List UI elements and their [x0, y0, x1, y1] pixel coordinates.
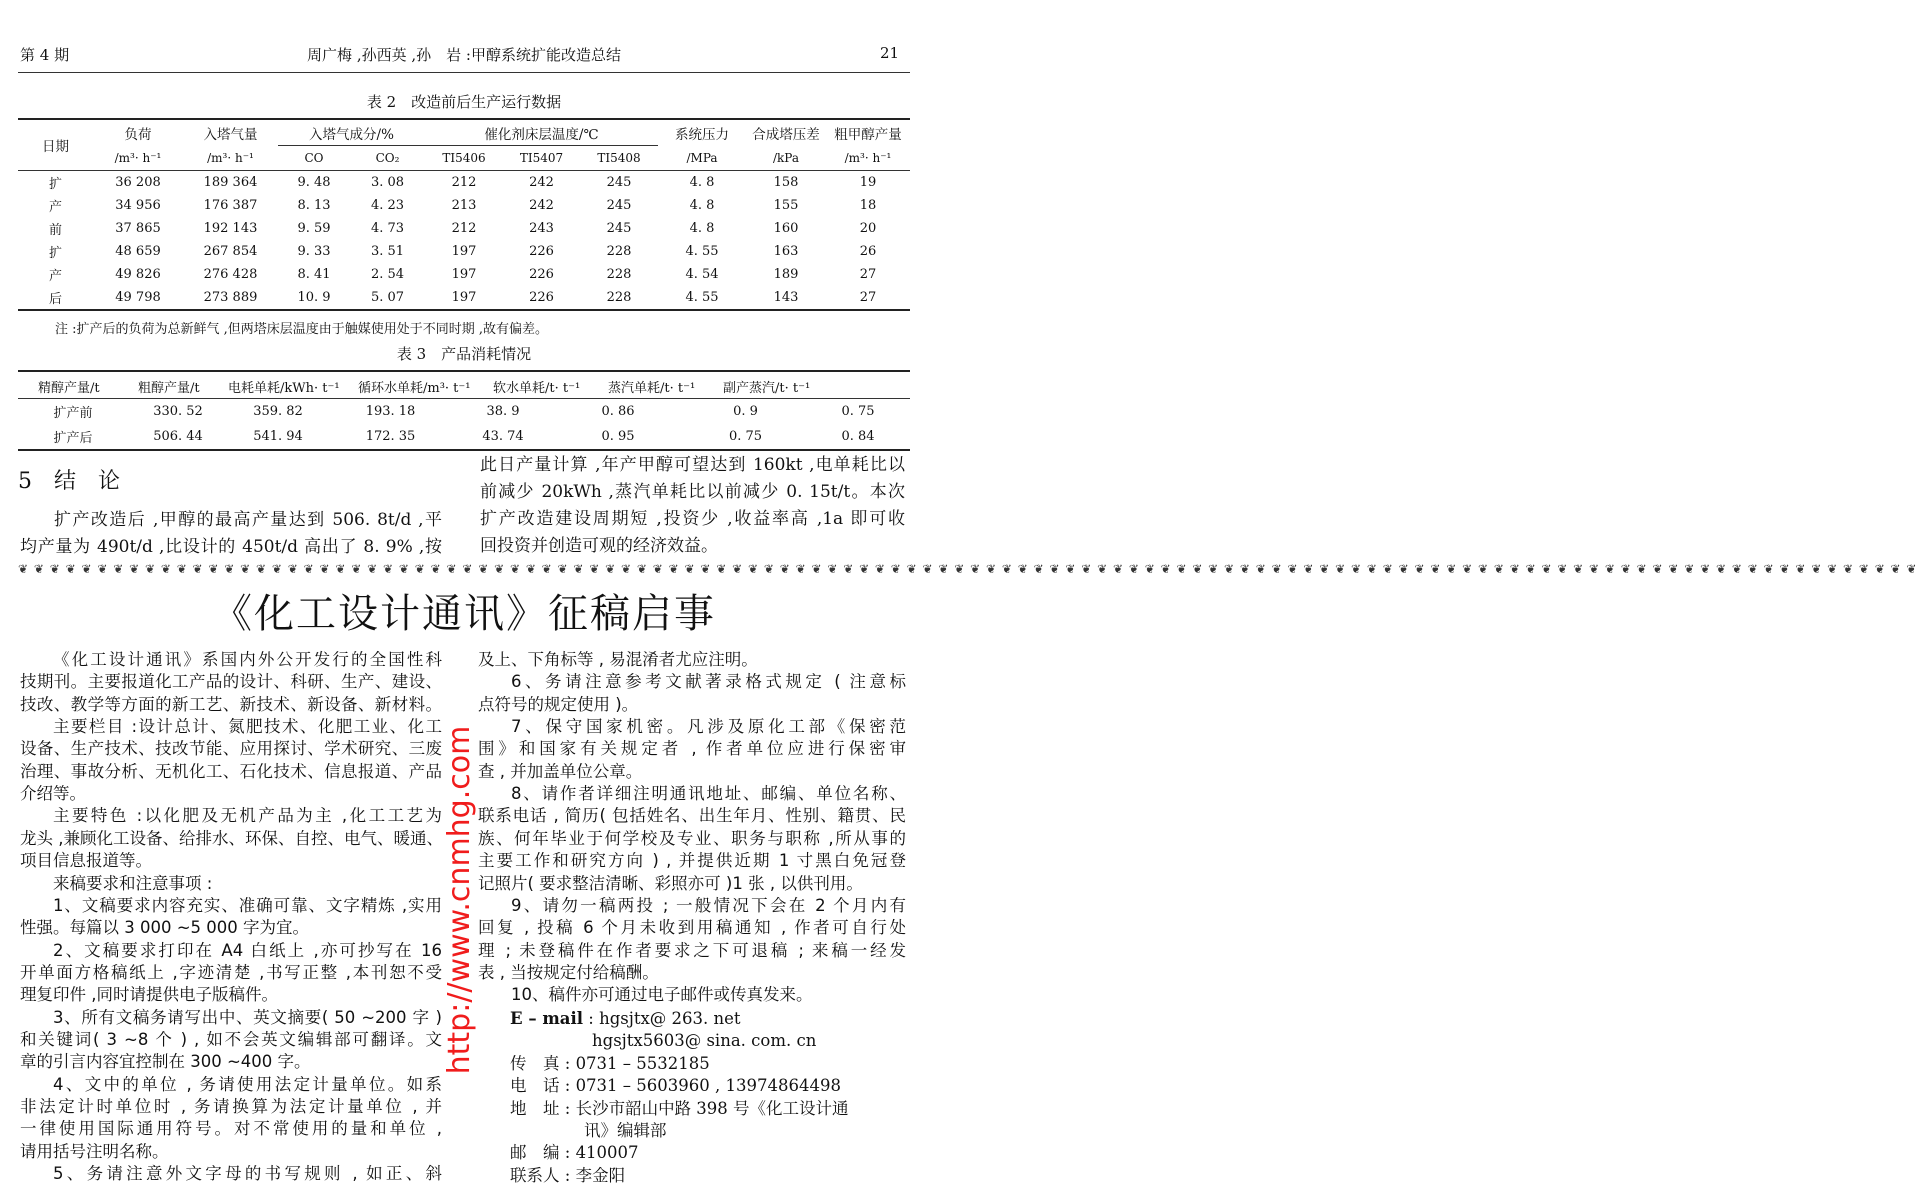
text-line: 理 ; 未登稿件在作者要求之下可退稿 ; 来稿一经发 [478, 940, 906, 960]
table-cell: 49 826 [115, 267, 161, 282]
contact-block: E – mail : hgsjtx@ 263. net hgsjtx5603@ sina. com. cn 传 真 : 0731 – 5532185 电 话 : 0731 – 5603960 , 13974864498 地 址 : 长沙市韶山中路 398 号《化工设计通 讯》编辑部 邮 编 : 410007 联系人 : 李金阳 [510, 1009, 849, 1185]
table-cell: 273 889 [203, 290, 258, 305]
table3-col-header: 循环水单耗/m³· t⁻¹ [358, 381, 471, 396]
table-cell: 3. 51 [370, 244, 405, 259]
table-cell: 242 [529, 175, 554, 190]
table-row [18, 217, 910, 240]
text-line: 6、务请注意参考文献著录格式规定 ( 注意标 [511, 672, 906, 692]
section-heading: 5 结 论 [18, 469, 120, 494]
text-line: 7、保守国家机密。凡涉及原化工部《保密范 [511, 717, 906, 737]
table-row [18, 286, 910, 310]
col-co2: CO₂ [375, 151, 400, 165]
text-line: 章的引言内容宜控制在 300 ~400 字。 [20, 1052, 311, 1072]
text-line: 回复 , 投稿 6 个月未收到用稿通知 , 作者可自行处 [478, 918, 906, 938]
table-cell: 213 [451, 198, 477, 213]
table-cell: 158 [773, 175, 799, 190]
table-cell: 228 [606, 290, 632, 305]
address-2: 讯》编辑部 [584, 1121, 667, 1141]
text-line: 此日产量计算 ,年产甲醇可望达到 160kt ,电单耗比以 [480, 455, 905, 475]
unit-pressure: /MPa [686, 150, 718, 165]
table-cell: 43. 74 [482, 429, 524, 444]
table-cell: 3. 08 [370, 175, 405, 190]
table-cell: 9. 33 [297, 244, 331, 259]
text-line: 理复印件 ,同时请提供电子版稿件。 [20, 985, 278, 1005]
running-title: 周广梅 ,孙西英 ,孙 岩 :甲醇系统扩能改造总结 [307, 46, 621, 64]
table3-col-header: 粗醇产量/t [138, 381, 200, 396]
text-line: 非法定计时单位时 , 务请换算为法定计量单位 , 并 [20, 1097, 442, 1116]
col-dp: 合成塔压差 [752, 126, 820, 143]
text-line: 开单面方格稿纸上 ,字迹清楚 ,书写正整 ,本刊恕不受 [20, 962, 442, 982]
text-line: 扩产改造后 ,甲醇的最高产量达到 506. 8t/d ,平 [54, 510, 442, 530]
text-line: 一律使用国际通用符号。对不常使用的量和单位 , [20, 1119, 442, 1139]
email-2: hgsjtx5603@ sina. com. cn [592, 1031, 817, 1051]
table-cell: 27 [859, 290, 877, 305]
text-line: 来稿要求和注意事项 : [53, 873, 213, 893]
table-cell: 0. 9 [733, 404, 758, 419]
address-label: 地 址 [510, 1098, 560, 1118]
table-cell: 49 798 [115, 290, 161, 305]
text-line: 项目信息报道等。 [20, 851, 152, 871]
contact-person-label: 联系人 [510, 1165, 560, 1185]
table-row [18, 240, 910, 263]
table-cell: 后 [48, 292, 62, 307]
table-cell: 27 [859, 267, 877, 282]
table-cell: 245 [606, 175, 632, 190]
table-cell: 212 [451, 175, 477, 190]
table2-caption: 表 2 改造前后生产运行数据 [366, 93, 562, 111]
contact-person: 李金阳 [575, 1165, 626, 1185]
text-line: 龙头 ,兼顾化工设备、给排水、环保、自控、电气、暖通、 [20, 828, 443, 848]
table-row [18, 263, 910, 286]
table-cell: 8. 13 [297, 198, 331, 213]
table-cell: 扩 [48, 246, 62, 261]
table-cell: 541. 94 [253, 429, 303, 444]
table3-header [18, 372, 910, 399]
table-row [18, 399, 910, 424]
watermark: http://www.cnmhg.com [442, 725, 477, 1075]
text-line: 2、文稿要求打印在 A4 白纸上 ,亦可抄写在 16 [53, 940, 442, 960]
col-ti5408: TI5408 [597, 151, 641, 165]
table-2 [18, 118, 910, 311]
text-line: 表 , 当按规定付给稿酬。 [478, 962, 659, 982]
table-cell: 9. 59 [297, 221, 331, 236]
table-cell: 197 [451, 290, 477, 305]
table-cell: 4. 8 [689, 198, 715, 213]
table-cell: 26 [859, 244, 877, 259]
table-cell: 226 [529, 244, 554, 259]
text-line: 记照片( 要求整洁清晰、彩照亦可 )1 张 , 以供刊用。 [478, 873, 863, 893]
email-label: E – mail [510, 1009, 584, 1028]
table-cell: 506. 44 [153, 429, 203, 444]
table-cell: 4. 54 [685, 267, 719, 282]
text-line: 技期刊。主要报道化工产品的设计、科研、生产、建设、 [20, 672, 442, 692]
table-cell: 9. 48 [297, 175, 331, 190]
table-cell: 37 865 [115, 221, 161, 236]
text-line: 主要栏目 :设计总计、氮肥技术、化肥工业、化工 [53, 717, 442, 737]
text-line: 和关键词( 3 ~8 个 ) , 如不会英文编辑部可翻译。文 [20, 1029, 442, 1049]
text-line: 请用括号注明名称。 [20, 1141, 169, 1161]
text-line: 9、请勿一稿两投 ; 一般情况下会在 2 个月内有 [511, 895, 906, 915]
table-cell: 2. 54 [370, 267, 405, 282]
notice-title: 《化工设计通讯》征稿启事 [212, 591, 716, 637]
table-cell: 4. 8 [689, 175, 715, 190]
table-cell: 163 [773, 244, 799, 259]
unit-dp: /kPa [772, 150, 799, 165]
text-line: 《化工设计通讯》系国内外公开发行的全国性科 [53, 650, 442, 669]
table3-col-header: 副产蒸汽/t· t⁻¹ [723, 381, 811, 396]
table-cell: 38. 9 [486, 404, 520, 419]
unit-gas: /m³· h⁻¹ [207, 150, 254, 165]
text-line: 均产量为 490t/d ,比设计的 450t/d 高出了 8. 9% ,按 [20, 537, 442, 557]
text-line: 8、请作者详细注明通讯地址、邮编、单位名称、 [511, 784, 906, 804]
table-cell: 10. 9 [297, 290, 331, 305]
text-line: 介绍等。 [20, 784, 86, 804]
table-cell: 176 387 [203, 198, 258, 213]
col-pressure: 系统压力 [675, 126, 729, 143]
table-cell: 18 [859, 198, 877, 213]
text-line: 围》和国家有关规定者 , 作者单位应进行保密审 [478, 739, 906, 759]
table-cell: 267 854 [203, 244, 258, 259]
header-rule [18, 72, 910, 73]
tel-value: 0731 – 5603960 , 13974864498 [575, 1076, 841, 1096]
text-line: 设备、生产技术、技改节能、应用探讨、学术研究、三废 [20, 739, 442, 759]
table-cell: 189 364 [203, 175, 258, 190]
text-line: 技改、教学等方面的新工艺、新技术、新设备、新材料。 [20, 694, 442, 714]
text-line: 扩产改造建设周期短 ,投资少 ,收益率高 ,1a 即可收 [480, 509, 905, 529]
text-line: 3、所有文稿务请写出中、英文摘要( 50 ~200 字 ) [53, 1007, 442, 1027]
table-cell: 4. 8 [689, 221, 715, 236]
table2-note: 注 :扩产后的负荷为总新鲜气 ,但两塔床层温度由于触媒使用处于不同时期 ,故有偏差。 [55, 322, 549, 337]
table-cell: 0. 86 [601, 404, 635, 419]
table-cell: 0. 84 [841, 429, 875, 444]
table-cell: 197 [451, 267, 477, 282]
zip-value: 410007 [575, 1143, 639, 1163]
table3-caption: 表 3 产品消耗情况 [396, 345, 532, 363]
table-cell: 193. 18 [365, 404, 416, 419]
table-cell: 0. 75 [841, 404, 875, 419]
table-cell: 226 [529, 267, 554, 282]
table-cell: 189 [773, 267, 799, 282]
table-cell: 192 143 [203, 221, 258, 236]
text-line: 联系电话 , 简历( 包括姓名、出生年月、性别、籍贯、民 [478, 806, 906, 826]
table-cell: 4. 55 [685, 290, 719, 305]
table-cell: 245 [606, 221, 632, 236]
col-load: 负荷 [124, 126, 152, 143]
table-cell: 5. 07 [370, 290, 405, 305]
col-composition: 入塔气成分/% [278, 119, 425, 146]
table-cell: 4. 23 [370, 198, 405, 213]
table-cell: 0. 75 [728, 429, 763, 444]
table-cell: 359. 82 [253, 404, 303, 419]
text-line: 主要工作和研究方向 ) , 并提供近期 1 寸黑白免冠登 [478, 851, 906, 871]
table-cell: 276 428 [203, 267, 258, 282]
unit-crude: /m³· h⁻¹ [844, 150, 892, 165]
table-cell: 212 [451, 221, 477, 236]
table3-col-header: 蒸汽单耗/t· t⁻¹ [608, 381, 696, 396]
table-cell: 4. 73 [370, 221, 405, 236]
email-1: hgsjtx@ 263. net [599, 1009, 741, 1028]
table3-col-header: 电耗单耗/kWh· t⁻¹ [228, 381, 340, 396]
text-line: 查 , 并加盖单位公章。 [478, 761, 643, 781]
col-ti5406: TI5406 [442, 151, 486, 165]
table3-col-header: 精醇产量/t [38, 381, 100, 396]
text-line: 4、文中的单位 , 务请使用法定计量单位。如系 [53, 1074, 442, 1094]
table-cell: 228 [606, 244, 632, 259]
table-cell: 36 208 [115, 175, 161, 190]
text-line: 族、何年毕业于何学校及专业、职务与职称 ,所从事的 [478, 828, 906, 848]
col-date: 日期 [42, 139, 69, 155]
address-1: 长沙市韶山中路 398 号《化工设计通 [575, 1098, 849, 1118]
table-cell: 155 [773, 198, 799, 213]
text-line: 及上、下角标等 , 易混淆者尤应注明。 [478, 650, 758, 669]
text-line: 主要特色 :以化肥及无机产品为主 ,化工工艺为 [53, 806, 442, 826]
text-line: 1、文稿要求内容充实、准确可靠、文字精炼 ,实用 [53, 895, 442, 915]
table-cell: 242 [529, 198, 554, 213]
col-gas: 入塔气量 [203, 126, 258, 143]
col-co: CO [304, 151, 324, 165]
table-cell: 48 659 [115, 244, 161, 259]
table-cell: 4. 55 [685, 244, 719, 259]
table-cell: 330. 52 [153, 404, 203, 419]
table-cell: 34 956 [115, 198, 161, 213]
text-line: 治理、事故分析、无机化工、石化技术、信息报道、产品 [20, 761, 442, 781]
page-number: 21 [880, 44, 900, 62]
col-bed-temp: 催化剂床层温度/℃ [425, 119, 658, 146]
table-cell: 226 [529, 290, 554, 305]
zip-label: 邮 编 [510, 1143, 560, 1163]
table3-col-header: 软水单耗/t· t⁻¹ [493, 381, 581, 396]
table-cell: 197 [451, 244, 477, 259]
table-row [18, 194, 910, 217]
col-ti5407: TI5407 [519, 151, 564, 165]
text-line: 点符号的规定使用 )。 [478, 694, 639, 714]
table-cell: 243 [529, 221, 554, 236]
table-cell: 160 [773, 221, 799, 236]
ornament-divider: ❦ ❦ ❦ ❦ ❦ ❦ ❦ ❦ ❦ ❦ ❦ ❦ ❦ ❦ ❦ ❦ ❦ ❦ ❦ ❦ ❦ ❦ ❦ ❦ ❦ ❦ ❦ ❦ ❦ ❦ ❦ ❦ ❦ ❦ ❦ ❦ ❦ ❦ ❦ ❦ ❦ ❦ ❦ ❦ ❦ ❦ ❦ ❦ ❦ ❦ ❦ ❦ ❦ ❦ ❦ ❦ ❦ ❦ ❦ ❦ ❦ ❦ ❦ ❦ ❦ ❦ ❦ ❦ ❦ ❦ ❦ ❦ ❦ ❦ ❦ ❦ ❦ ❦ ❦ ❦ ❦ ❦ ❦ ❦ ❦ ❦ ❦ ❦ ❦ ❦ ❦ ❦ ❦ ❦ ❦ ❦ ❦ ❦ ❦ ❦ ❦ ❦ ❦ ❦ ❦ ❦ ❦ ❦ ❦ ❦ ❦ ❦ ❦ ❦ ❦ ❦ ❦ ❦ ❦ ❦ [18, 562, 1917, 576]
table-cell: 扩产前 [53, 406, 93, 421]
table-cell: 228 [606, 267, 632, 282]
table-cell: 172. 35 [365, 429, 416, 444]
fax-label: 传 真 [510, 1053, 560, 1073]
table-cell: 产 [48, 200, 62, 215]
table-cell: 8. 41 [297, 267, 331, 282]
table-3 [18, 370, 910, 451]
table-cell: 扩 [48, 177, 62, 192]
text-line: 回投资并创造可观的经济效益。 [480, 536, 718, 556]
table-cell: 扩产后 [53, 431, 93, 446]
table-cell: 0. 95 [601, 429, 635, 444]
issue-number: 第 4 期 [20, 46, 70, 64]
table-cell: 143 [773, 290, 799, 305]
table-cell: 产 [48, 269, 62, 284]
table-row [18, 424, 910, 449]
text-line: 性强。每篇以 3 000 ~5 000 字为宜。 [20, 918, 310, 938]
text-line: 5、务请注意外文字母的书写规则 , 如正、斜 [53, 1164, 442, 1184]
table-cell: 245 [606, 198, 632, 213]
tel-label: 电 话 [510, 1076, 560, 1096]
col-crude: 粗甲醇产量 [834, 126, 902, 143]
fax-value: 0731 – 5532185 [575, 1053, 710, 1073]
text-line: 前减少 20kWh ,蒸汽单耗比以前减少 0. 15t/t。本次 [480, 482, 905, 502]
table-cell: 前 [48, 223, 62, 238]
text-line: 10、稿件亦可通过电子邮件或传真发来。 [511, 985, 813, 1005]
table-cell: 19 [859, 175, 877, 190]
table-cell: 20 [859, 221, 877, 236]
unit-load: /m³· h⁻¹ [114, 150, 162, 165]
table-row [18, 171, 910, 195]
